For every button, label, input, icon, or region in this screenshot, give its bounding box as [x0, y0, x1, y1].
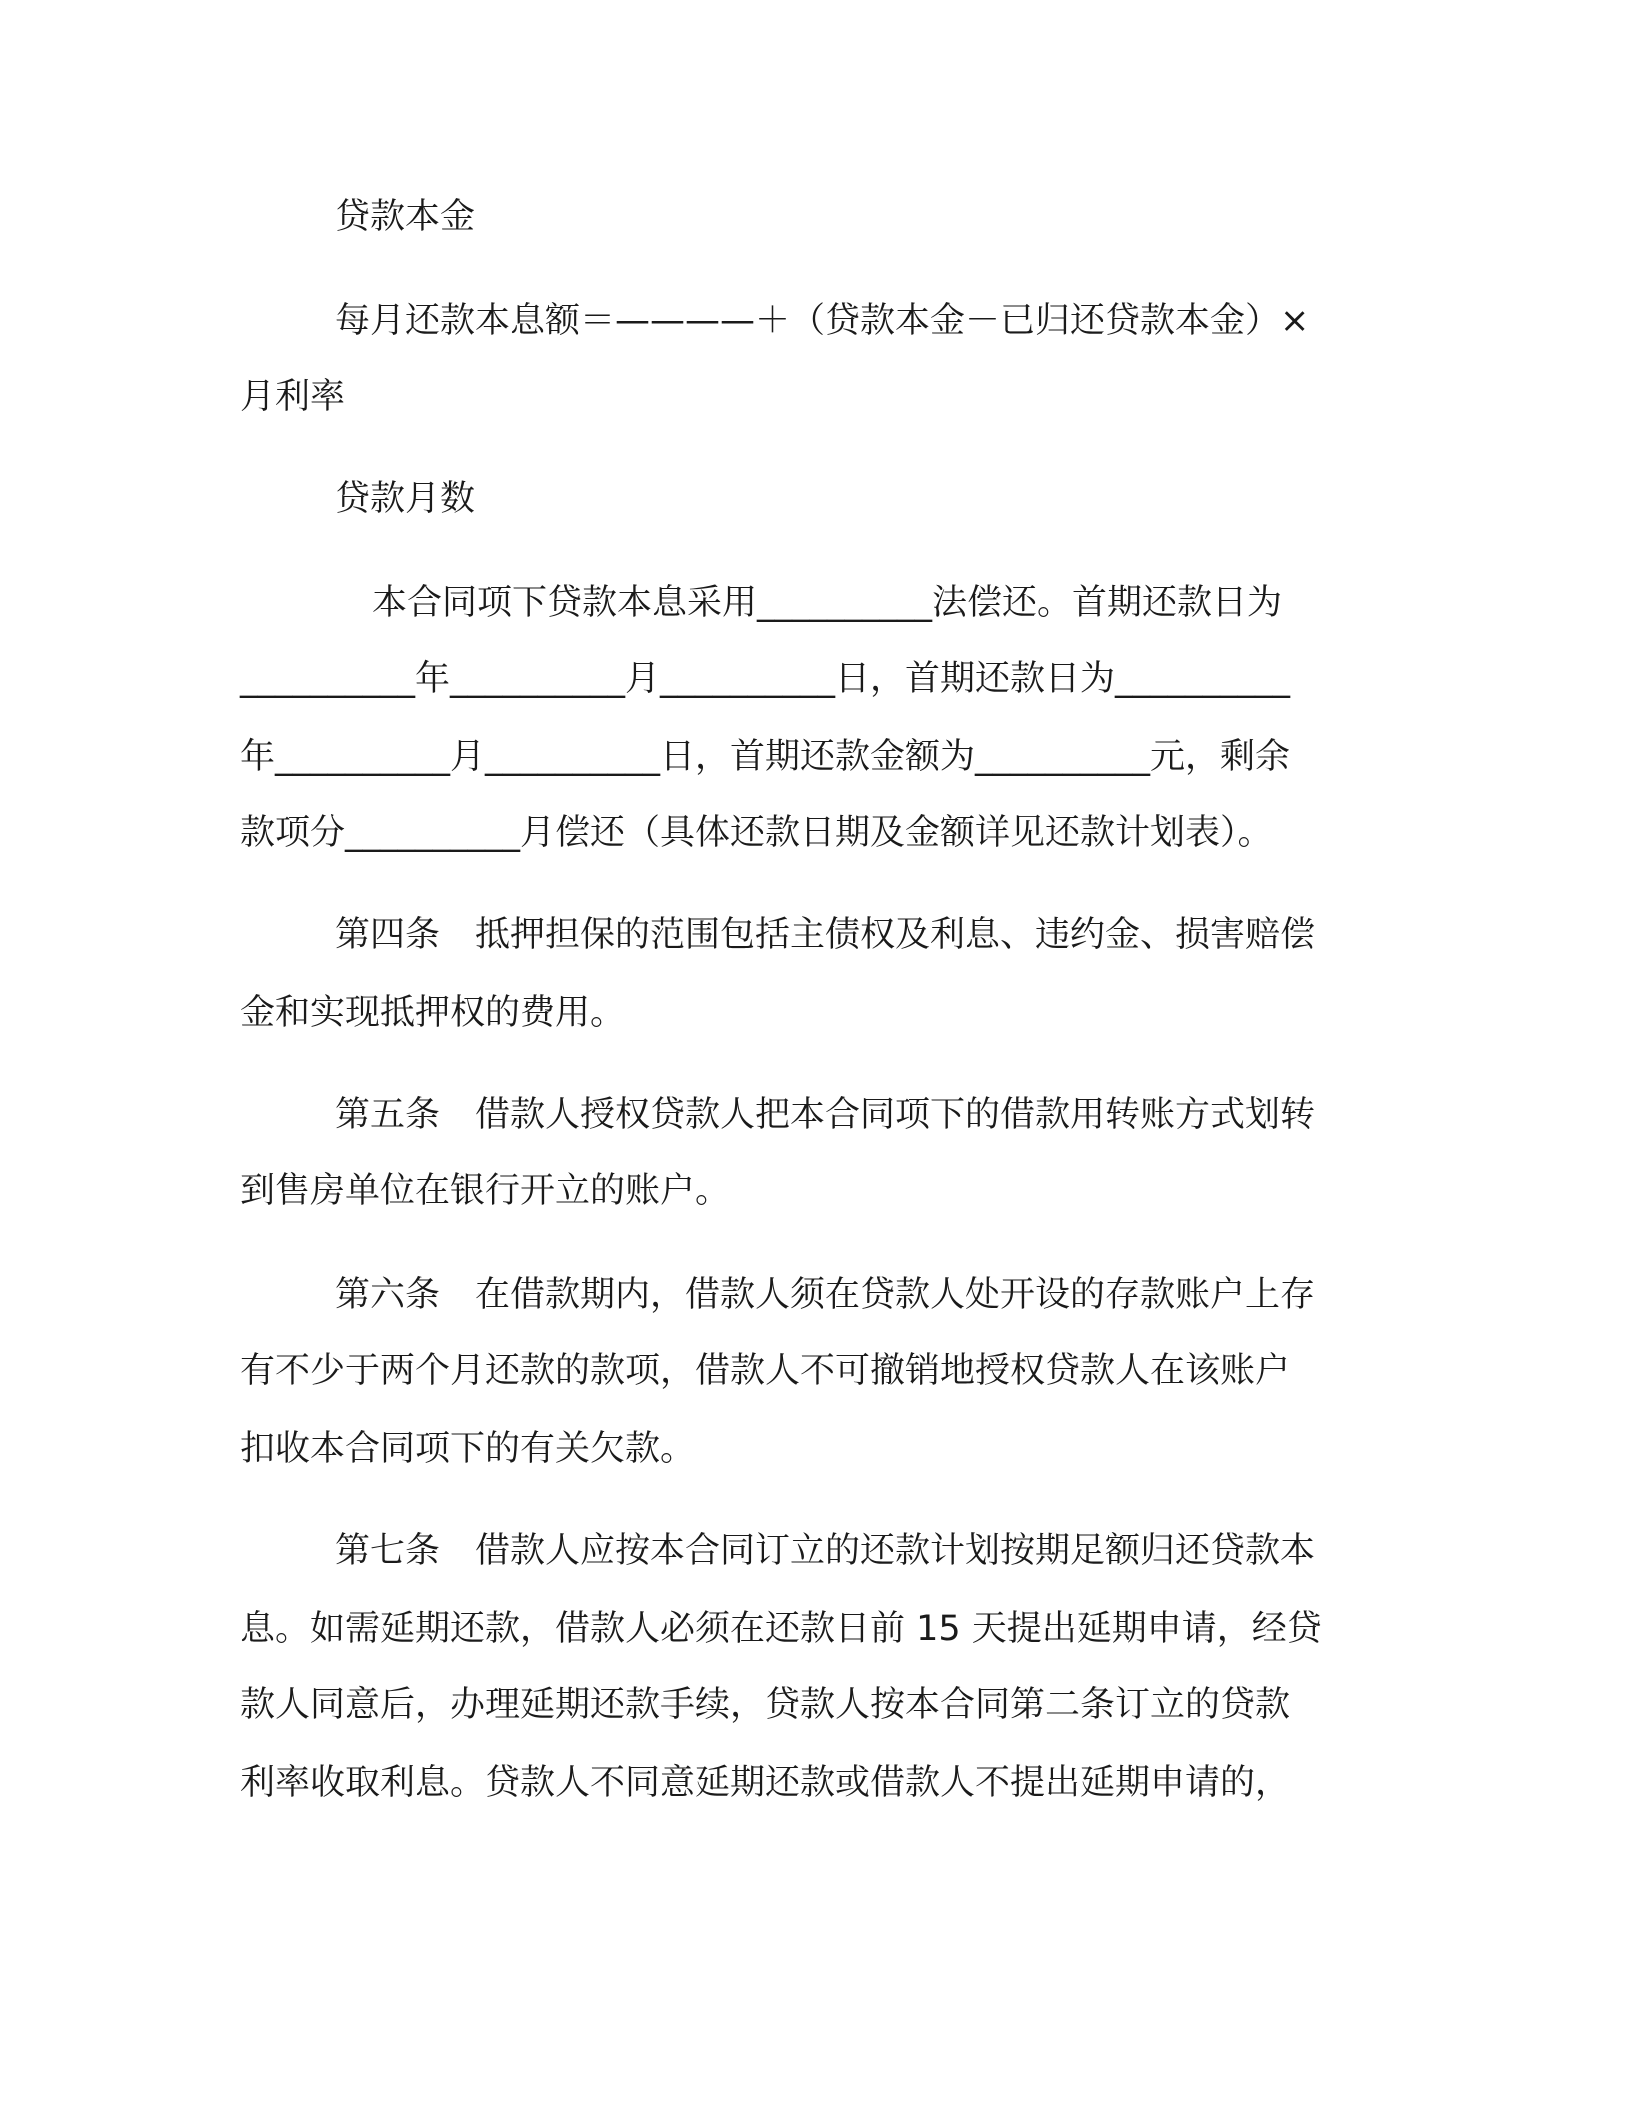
formula-numerator-text: 贷款本金 [335, 197, 476, 237]
repayment-paragraph-line-3: 年__________月__________日，首期还款金额为__________元，剩余 [240, 737, 1291, 777]
repayment-paragraph-line-4: 款项分__________月偿还（具体还款日期及金额详见还款计划表）。 [240, 813, 1273, 853]
article-6-line-1: 第六条 在借款期内，借款人须在贷款人处开设的存款账户上存 [335, 1275, 1316, 1315]
formula-denominator-text: 贷款月数 [335, 479, 476, 519]
formula-line: 每月还款本息额＝————＋（贷款本金－已归还贷款本金）× [335, 301, 1310, 341]
article-7-line-3: 款人同意后，办理延期还款手续，贷款人按本合同第二条订立的贷款 [240, 1685, 1291, 1725]
article-5-line-2: 到售房单位在银行开立的账户。 [240, 1171, 731, 1211]
formula-continuation: 月利率 [240, 377, 346, 417]
article-4-line-1: 第四条 抵押担保的范围包括主债权及利息、违约金、损害赔偿 [335, 915, 1316, 955]
article-6-line-2: 有不少于两个月还款的款项，借款人不可撤销地授权贷款人在该账户 [240, 1351, 1291, 1391]
article-7-line-1: 第七条 借款人应按本合同订立的还款计划按期足额归还贷款本 [335, 1531, 1316, 1571]
article-7-line-4: 利率收取利息。贷款人不同意延期还款或借款人不提出延期申请的， [240, 1763, 1291, 1803]
article-7-line-2: 息。如需延期还款，借款人必须在还款日前 15 天提出延期申请，经贷 [240, 1609, 1322, 1649]
repayment-paragraph-line-2: __________年__________月__________日，首期还款日为__________ [240, 659, 1291, 699]
article-6-line-3: 扣收本合同项下的有关欠款。 [240, 1429, 696, 1469]
article-5-line-1: 第五条 借款人授权贷款人把本合同项下的借款用转账方式划转 [335, 1095, 1316, 1135]
article-4-line-2: 金和实现抵押权的费用。 [240, 993, 626, 1033]
repayment-paragraph-line-1: 本合同项下贷款本息采用__________法偿还。首期还款日为 [372, 583, 1283, 623]
